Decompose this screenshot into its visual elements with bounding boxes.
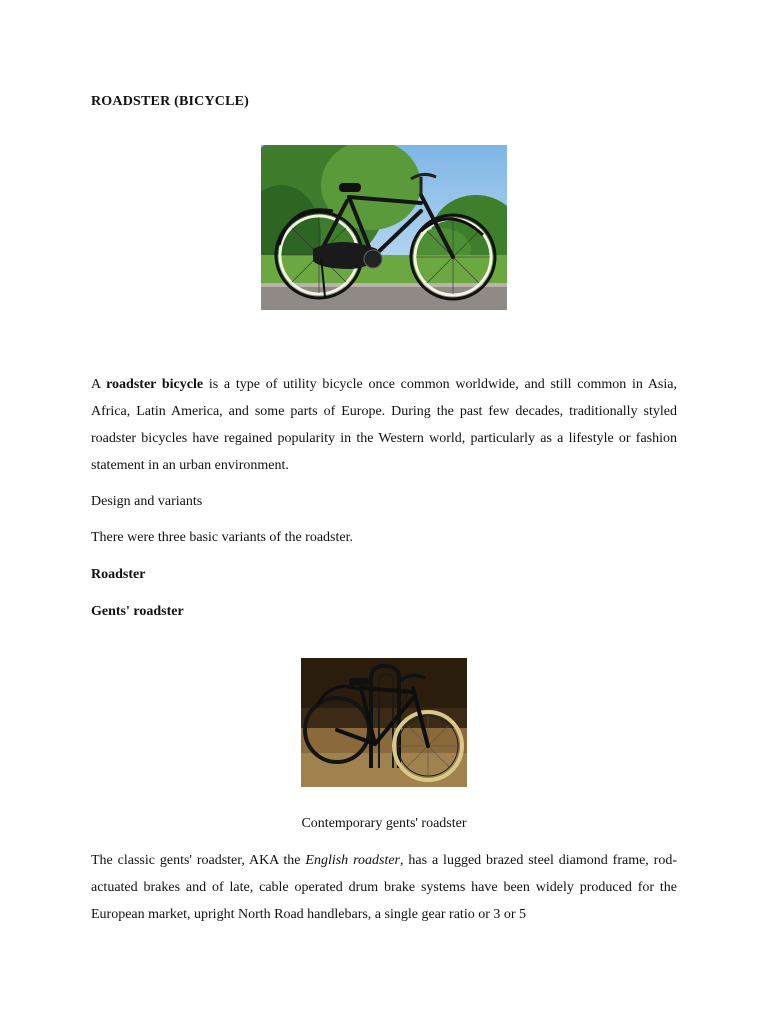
intro-lead: A: [91, 377, 107, 392]
intro-term: roadster bicycle: [106, 377, 204, 392]
design-heading: Design and variants: [91, 494, 203, 509]
intro-rest: is a type of utility bicycle once common worldwide, and still common in Asia, Africa, Latin America, and some parts of Europe. During the past few decades, traditionally styled roadster bicycles have regained popularity in the Western world, particularly as a lifestyle or fashion statement in an urban environment.: [91, 377, 677, 473]
roadster-bicycle-photo: [261, 145, 507, 310]
page-title: ROADSTER (BICYCLE): [91, 94, 250, 109]
gents-roadster-photo: [301, 658, 467, 787]
intro-paragraph: [91, 371, 677, 479]
roadster-photo-illustration: [261, 145, 507, 310]
gents-lead: The classic gents' roadster, AKA the: [91, 853, 306, 868]
roadster-heading: Roadster: [91, 567, 146, 582]
figure-caption: Contemporary gents' roadster: [301, 816, 467, 831]
gents-roadster-heading: Gents' roadster: [91, 604, 184, 619]
gents-term: English roadster: [305, 853, 401, 868]
variants-text: There were three basic variants of the roadster.: [91, 530, 353, 545]
gents-roadster-paragraph: [91, 847, 677, 928]
gents-rest: , has a lugged brazed steel diamond frame, rod-actuated brakes and of late, cable operated drum brake systems have been widely produced for the European market, upright North Road handlebars, a single gear ratio or 3 or 5: [91, 853, 678, 922]
gents-roadster-illustration: [301, 658, 467, 787]
